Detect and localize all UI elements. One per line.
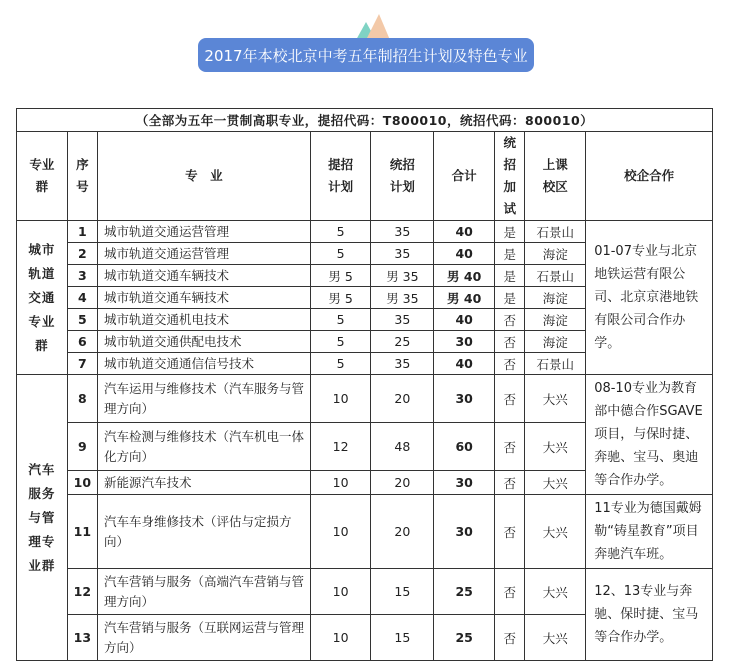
row-seq: 11	[67, 495, 97, 569]
table-row	[17, 375, 713, 423]
row-early: 10	[310, 495, 371, 569]
table-row	[17, 495, 713, 569]
row-unified: 20	[371, 495, 434, 569]
row-major: 汽车运用与维修技术（汽车服务与管理方向）	[98, 375, 311, 423]
row-unified: 25	[371, 331, 434, 353]
row-exam: 是	[495, 243, 525, 265]
row-total: 30	[434, 331, 495, 353]
row-exam: 否	[495, 353, 525, 375]
row-unified: 35	[371, 243, 434, 265]
row-early: 10	[310, 615, 371, 661]
table-caption: （全部为五年一贯制高职专业，提招代码：T800010，统招代码：800010）	[17, 109, 713, 132]
row-exam: 否	[495, 569, 525, 615]
row-total: 40	[434, 309, 495, 331]
row-campus: 海淀	[525, 309, 586, 331]
row-major: 汽车车身维修技术（评估与定损方向）	[98, 495, 311, 569]
row-exam: 是	[495, 221, 525, 243]
row-campus: 石景山	[525, 353, 586, 375]
header-coop: 校企合作	[586, 132, 713, 221]
page-title-banner: 2017年本校北京中考五年制招生计划及特色专业	[198, 38, 534, 72]
row-early: 5	[310, 309, 371, 331]
row-campus: 石景山	[525, 221, 586, 243]
header-group: 专业群	[17, 132, 68, 221]
row-total: 30	[434, 471, 495, 495]
header-major: 专 业	[98, 132, 311, 221]
row-major: 城市轨道交通运营管理	[98, 243, 311, 265]
header-exam: 统招加试	[495, 132, 525, 221]
row-major: 城市轨道交通运营管理	[98, 221, 311, 243]
row-seq: 10	[67, 471, 97, 495]
row-total: 40	[434, 353, 495, 375]
group-rail: 城市轨道交通专业群	[17, 221, 68, 375]
row-unified: 男 35	[371, 287, 434, 309]
row-unified: 男 35	[371, 265, 434, 287]
row-campus: 海淀	[525, 331, 586, 353]
coop-auto-daimler: 11专业为德国戴姆勒“铸星教育”项目奔驰汽车班。	[586, 495, 713, 569]
row-seq: 7	[67, 353, 97, 375]
row-early: 5	[310, 221, 371, 243]
row-seq: 6	[67, 331, 97, 353]
row-exam: 否	[495, 423, 525, 471]
row-early: 5	[310, 243, 371, 265]
row-exam: 否	[495, 615, 525, 661]
row-unified: 15	[371, 569, 434, 615]
row-seq: 4	[67, 287, 97, 309]
row-seq: 9	[67, 423, 97, 471]
row-total: 男 40	[434, 287, 495, 309]
row-campus: 海淀	[525, 287, 586, 309]
row-campus: 海淀	[525, 243, 586, 265]
row-total: 30	[434, 375, 495, 423]
row-total: 25	[434, 615, 495, 661]
coop-auto-sgave: 08-10专业为教育部中德合作SGAVE项目，与保时捷、奔驰、宝马、奥迪等合作办学。	[586, 375, 713, 495]
header-seq: 序号	[67, 132, 97, 221]
row-major: 城市轨道交通供配电技术	[98, 331, 311, 353]
header-campus: 上课校区	[525, 132, 586, 221]
row-total: 30	[434, 495, 495, 569]
row-early: 男 5	[310, 265, 371, 287]
row-total: 男 40	[434, 265, 495, 287]
row-total: 25	[434, 569, 495, 615]
row-campus: 石景山	[525, 265, 586, 287]
row-campus: 大兴	[525, 495, 586, 569]
row-early: 12	[310, 423, 371, 471]
row-early: 5	[310, 353, 371, 375]
row-total: 60	[434, 423, 495, 471]
row-total: 40	[434, 243, 495, 265]
row-major: 城市轨道交通通信信号技术	[98, 353, 311, 375]
row-campus: 大兴	[525, 375, 586, 423]
enrollment-plan-table	[16, 108, 713, 661]
row-major: 城市轨道交通车辆技术	[98, 287, 311, 309]
row-exam: 否	[495, 309, 525, 331]
coop-auto-marketing: 12、13专业与奔驰、保时捷、宝马等合作办学。	[586, 569, 713, 661]
row-seq: 8	[67, 375, 97, 423]
row-unified: 35	[371, 309, 434, 331]
row-exam: 是	[495, 265, 525, 287]
row-exam: 否	[495, 471, 525, 495]
row-early: 10	[310, 569, 371, 615]
row-major: 新能源汽车技术	[98, 471, 311, 495]
group-auto: 汽车服务与管理专业群	[17, 375, 68, 661]
row-seq: 3	[67, 265, 97, 287]
row-exam: 否	[495, 331, 525, 353]
row-major: 城市轨道交通车辆技术	[98, 265, 311, 287]
row-unified: 48	[371, 423, 434, 471]
table-row	[17, 221, 713, 243]
row-early: 10	[310, 471, 371, 495]
header-early-plan: 提招计划	[310, 132, 371, 221]
row-campus: 大兴	[525, 569, 586, 615]
row-campus: 大兴	[525, 423, 586, 471]
row-total: 40	[434, 221, 495, 243]
row-campus: 大兴	[525, 471, 586, 495]
table-row	[17, 569, 713, 615]
row-major: 汽车营销与服务（高端汽车营销与管理方向）	[98, 569, 311, 615]
row-seq: 1	[67, 221, 97, 243]
header-unified-plan: 统招计划	[371, 132, 434, 221]
row-campus: 大兴	[525, 615, 586, 661]
row-exam: 否	[495, 495, 525, 569]
row-early: 10	[310, 375, 371, 423]
row-unified: 20	[371, 471, 434, 495]
row-seq: 5	[67, 309, 97, 331]
row-unified: 35	[371, 353, 434, 375]
header-total: 合计	[434, 132, 495, 221]
row-unified: 15	[371, 615, 434, 661]
row-early: 男 5	[310, 287, 371, 309]
row-seq: 2	[67, 243, 97, 265]
row-seq: 13	[67, 615, 97, 661]
row-unified: 35	[371, 221, 434, 243]
row-major: 城市轨道交通机电技术	[98, 309, 311, 331]
row-major: 汽车营销与服务（互联网运营与管理方向）	[98, 615, 311, 661]
row-exam: 是	[495, 287, 525, 309]
row-major: 汽车检测与维修技术（汽车机电一体化方向）	[98, 423, 311, 471]
row-early: 5	[310, 331, 371, 353]
coop-rail: 01-07专业与北京地铁运营有限公司、北京京港地铁有限公司合作办学。	[586, 221, 713, 375]
row-exam: 否	[495, 375, 525, 423]
row-unified: 20	[371, 375, 434, 423]
row-seq: 12	[67, 569, 97, 615]
